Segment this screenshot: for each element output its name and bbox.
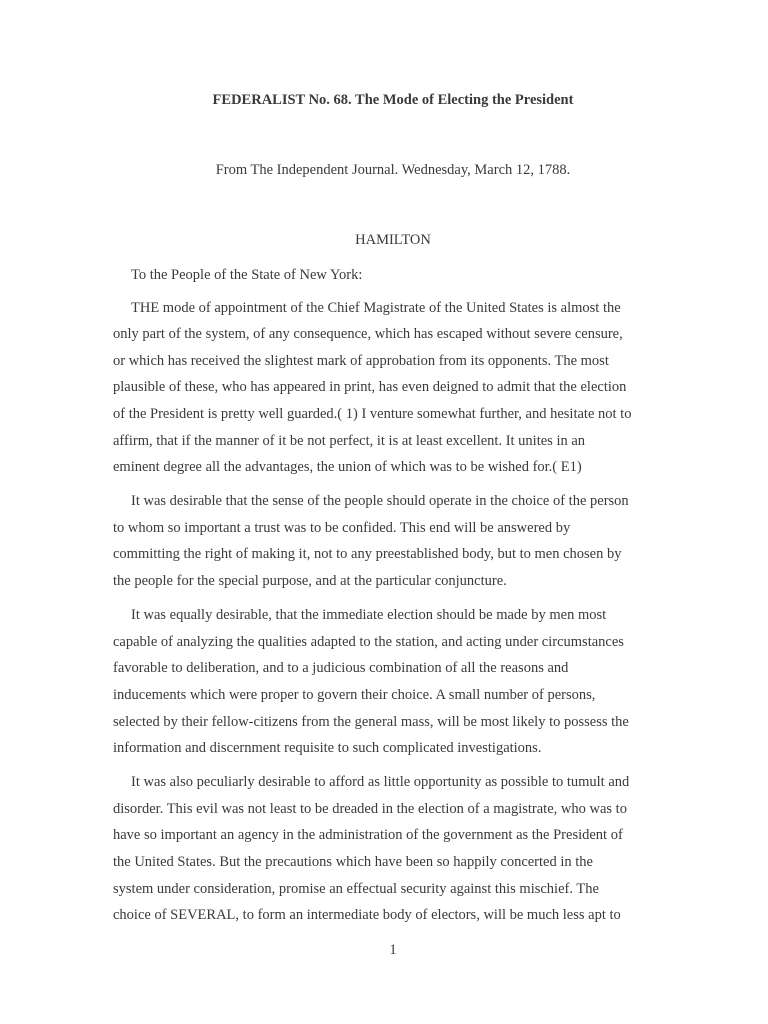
paragraph: It was desirable that the sense of the people should operate in the choice of the person to whom so important a trust was to be confided. This end will be answered by committing the right of making it, not to any preestablished body, but to men chosen by the people for the special purpose, and at the particular conjuncture. — [113, 493, 629, 590]
paragraph: It was also peculiarly desirable to afford as little opportunity as possible to tumult and disorder. This evil was not least to be dreaded in the election of a magistrate, who was to have so important an agency in the administration of the government as the President of the United States. But the precautions which have been so happily concerted in the system under consideration, promise an effectual security against this mischief. The choice of SEVERAL, to form an intermediate body of electors, will be much less apt to — [113, 774, 630, 924]
salutation: To the People of the State of New York: — [131, 267, 363, 283]
document-title: FEDERALIST No. 68. The Mode of Electing the President — [212, 92, 574, 108]
document-author: HAMILTON — [355, 232, 431, 248]
paragraph: It was equally desirable, that the immediate election should be made by men most capable of analyzing the qualities adapted to the station, and acting under circumstances favorable to deliberation, and to a judicious combination of all the reasons and inducements which were proper to govern their choice. A small number of persons, selected by their fellow-citizens from the general mass, will be most likely to possess the information and discernment requisite to such complicated investigations. — [113, 607, 629, 757]
paragraph: THE mode of appointment of the Chief Magistrate of the United States is almost the only part of the system, of any consequence, which has escaped without severe censure, or which has received the slightest mark of approbation from its opponents. The most plausible of these, who has appeared in print, has even deigned to admit that the election of the President is pretty well guarded.( 1) I venture somewhat further, and hesitate not to affirm, that if the manner of it be not perfect, it is at least excellent. It unites in an eminent degree all the advantages, the union of which was to be wished for.( E1) — [113, 299, 632, 476]
document-body — [113, 262, 658, 936]
document-subtitle: From The Independent Journal. Wednesday, March 12, 1788. — [215, 162, 571, 178]
page-number: 1 — [389, 942, 397, 958]
